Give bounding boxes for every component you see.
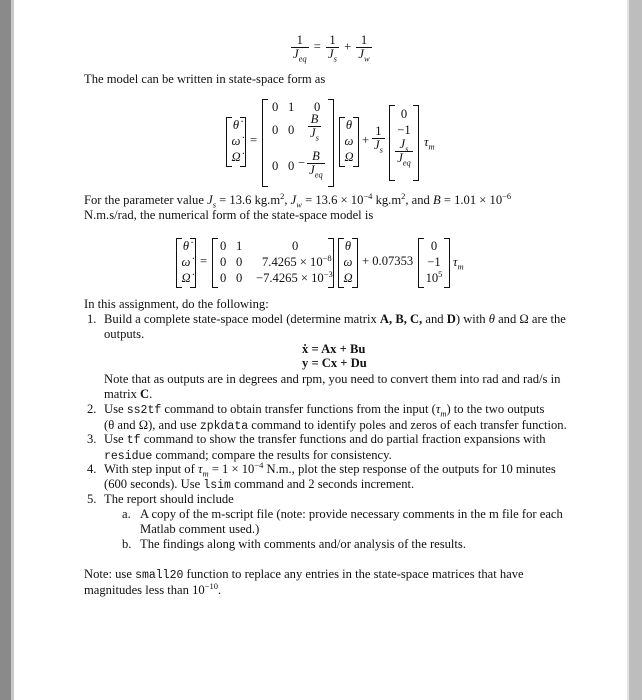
output-equation: y = Cx + Du — [302, 356, 367, 370]
left-page-edge — [0, 0, 11, 700]
lsim-command: lsim — [203, 479, 231, 492]
tf-command: tf — [126, 434, 141, 447]
task-item-4: 4. With step input of $\tau_m = 1 \times 10^{-4}$ N.m., plot the step response of the outputs for 10 minutes (600 seconds). Use lsim command and 2 seconds increment. — [87, 459, 556, 492]
task-item-2: 2. Use ss2tf command to obtain transfer functions from the input $(\tau_m)$ to the two outputs (θ and Ω), and use zpkdata command to identify poles and zeros of each transfer function. — [87, 402, 567, 433]
ss2tf-command: ss2tf — [126, 404, 162, 417]
state-derivative-vector: θ̇ ω̇ Ω̇ — [226, 117, 246, 167]
symbolic-b-vector: 0 −1 $\frac{J_s}{J_{eq}}$ — [389, 105, 419, 181]
state-equation: ẋ = Ax + Bu — [302, 342, 366, 356]
jeq-equation: $\frac{1}{J_{eq}}$ = $\frac{1}{J_s}$ + $\frac{1}{J_w}$ — [293, 33, 370, 64]
symbolic-a-matrix: 0 1 0 0 0 $\frac{B}{J_s}$ 0 0 − $\frac{B}{J_{eq}}$ — [262, 99, 334, 187]
state-vector: θ ω Ω — [339, 117, 359, 167]
numeric-state-vector: θ ω Ω — [338, 238, 358, 288]
left-page-shadow — [11, 0, 14, 700]
right-page-edge — [629, 0, 642, 700]
task-item-3: 3. Use tf command to show the transfer functions and do partial fraction expansions with residue command; compare the results for consistency. — [87, 432, 546, 463]
symbolic-state-space: θ̇ ω̇ Ω̇ = 0 1 0 0 0 $\frac{B}{J_s}$ 0 0 − $\frac{B}{J_{eq}}$ θ ω Ω + $\frac{1}{J_s}$ 0 −1 $\frac{J_s}{J_{eq}}$ $\tau_m$ — [226, 99, 486, 189]
numeric-b-vector: 0 −1 $10^5$ — [418, 238, 450, 288]
parameter-paragraph: For the parameter value $J_s = 13.6$ $kg.m^2$, $J_w = 13.6 \times 10^{-4}$ $kg.m^2$, and $B = 1.01 \times 10^{-6}$ N.m.s/rad, the numerical form of the state-space model is — [84, 190, 512, 222]
task-item-5: 5. The report should include — [87, 492, 234, 506]
task-item-1-note: Note that as outputs are in degrees and rpm, you need to convert them into rad and rad/s in matrix C. — [104, 372, 561, 401]
numeric-derivative-vector: θ̇ ω̇ Ω̇ — [176, 238, 196, 288]
intro-line: The model can be written in state-space form as — [84, 72, 326, 86]
task-item-1: 1. Build a complete state-space model (determine matrix A, B, C, and D) with θ and Ω are the outputs. — [87, 312, 566, 341]
numeric-a-matrix: 0 1 0 0 0 $7.4265 \times 10^{-8}$ 0 0 $-7.4265 \times 10^{-3}$ — [212, 238, 334, 288]
numeric-state-space: θ̇ ω̇ Ω̇ = 0 1 0 0 0 $7.4265 \times 10^{-8}$ 0 0 $-7.4265 \times 10^{-3}$ θ ω Ω + 0.07353 0 −1 $10^5$ $\tau_m$ — [176, 236, 506, 292]
assignment-intro: In this assignment, do the following: — [84, 297, 269, 311]
zpkdata-command: zpkdata — [199, 420, 249, 433]
task-item-5a: a. A copy of the m-script file (note: provide necessary comments in the m file for each Matlab comment used.) — [122, 507, 563, 536]
small20-command: small20 — [135, 569, 184, 582]
right-page-shadow — [627, 0, 629, 700]
note-paragraph: Note: use small20 function to replace any entries in the state-space matrices that have magnitudes less than $10^{-10}$. — [84, 567, 524, 597]
residue-command: residue — [104, 450, 153, 463]
task-item-5b: b. The findings along with comments and/or analysis of the results. — [122, 537, 466, 551]
